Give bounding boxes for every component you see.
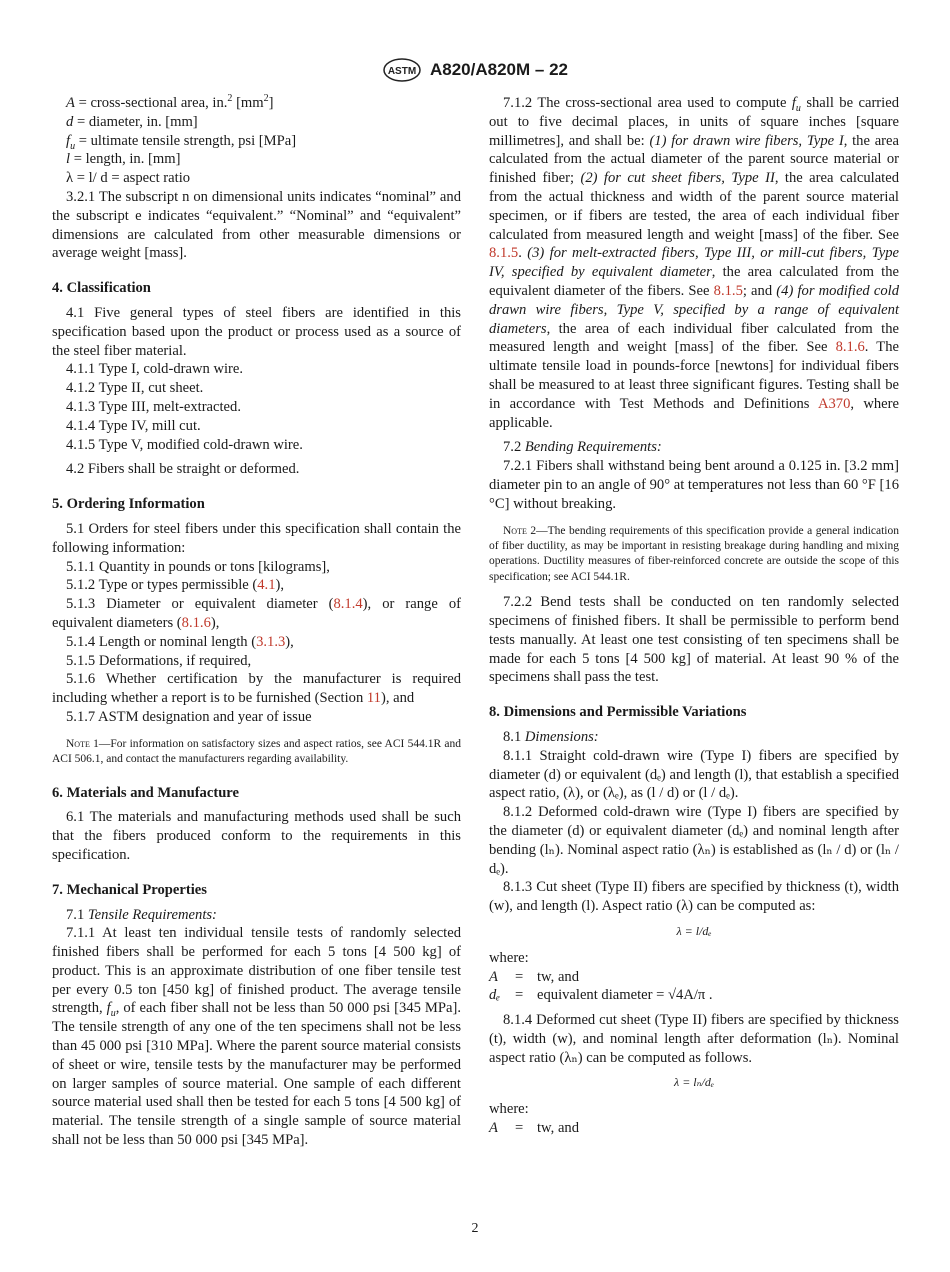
para-8-1-4: 8.1.4 Deformed cut sheet (Type II) fibers are specified by thickness (t), width (w), and nominal length after deformation (lₙ). Nominal aspect ratio (λₙ) can be computed as follows. <box>489 1012 899 1066</box>
svg-text:ASTM: ASTM <box>387 66 417 77</box>
heading-classification: 4. Classification <box>52 280 151 297</box>
para-4-1-4: 4.1.4 Type IV, mill cut. <box>66 417 201 434</box>
para-5-1-1: 5.1.1 Quantity in pounds or tons [kilograms], <box>66 558 330 575</box>
heading-dimensions: 8. Dimensions and Permissible Variations <box>489 704 747 721</box>
para-7-1-1: 7.1.1 At least ten individual tensile tests of randomly selected finished fibers shall be performed for each 5 tons [4 500 kg] of product. This is an approximate distribution of one fiber tensile test per every 0.5 ton [450 kg] of finished product. The average tensile strength, $f_u$, of each fiber shall not be less than 50 000 psi [345 MPa]. The tensile strength of any one of the ten specimens shall not be less than 45 000 psi [310 MPa]. Where the parent source material consists of sheet or wire, tensile tests by the manufacturer may be performed on larger samples of source material. One sample of each different source material used shall then be tested for each 5 tons [4 500 kg] of material. The tensile strength of a single sample of source material shall not be less than 50 000 psi [345 MPa]. <box>52 925 461 1149</box>
definition-tensile: $f_u$ = ultimate tensile strength, psi [MPa] <box>66 132 297 152</box>
para-4-1-2: 4.1.2 Type II, cut sheet. <box>66 380 204 397</box>
para-3-2-1: 3.2.1 The subscript n on dimensional units indicates “nominal” and the subscript e indicates “equivalent.” “Nominal” and “equivalent” dimensions are calculated from other measurable dimensions or average weight [mass]. <box>52 188 461 262</box>
link-8-1-5-b[interactable]: 8.1.5 <box>713 282 743 299</box>
where-row-area: A = tw, and <box>489 968 580 985</box>
para-5-1-5: 5.1.5 Deformations, if required, <box>66 652 252 669</box>
para-8-1: 8.1 Dimensions: <box>503 728 599 745</box>
definition-aspect-ratio: λ = l/ d = aspect ratio <box>66 170 191 187</box>
note-2: Note 2—The bending requirements of this specification provide a general indication of fiber ductility, as may be important in resisting breakage during handling and mixing operations. Ductility measures of fiber-reinforced concrete are outside the scope of this specification; see ACI 544.1R. <box>489 524 900 583</box>
link-8-1-6[interactable]: 8.1.6 <box>181 614 211 631</box>
para-5-1-6: 5.1.6 Whether certification by the manufacturer is required including whether a report is to be furnished (Section 11), and <box>52 671 461 707</box>
link-8-1-6-b[interactable]: 8.1.6 <box>835 339 865 356</box>
heading-mechanical: 7. Mechanical Properties <box>52 881 207 898</box>
where-row-equivalent-diameter: dₑ = equivalent diameter = √4A/π . <box>489 987 713 1004</box>
definition-length: l = length, in. [mm] <box>66 151 181 168</box>
page-number: 2 <box>471 1221 479 1236</box>
equation-nominal-aspect-ratio: λ = lₙ/dₑ <box>674 1075 714 1090</box>
link-section-11[interactable]: 11 <box>366 690 381 707</box>
para-7-1: 7.1 Tensile Requirements: <box>66 906 217 923</box>
definition-area: A = cross-sectional area, in.$^2$ $[mm^2]$ <box>66 93 274 111</box>
para-8-1-2: 8.1.2 Deformed cold-drawn wire (Type I) fibers are specified by the diameter (d) or equivalent diameter (dₑ) and nominal length after bending (lₙ). Nominal aspect ratio (λₙ) is established as (lₙ / d) or (lₙ / dₑ). <box>489 804 899 877</box>
para-4-1: 4.1 Five general types of steel fibers are identified in this specification based upon the product or process used as a source of the steel fiber material. <box>52 304 461 359</box>
heading-ordering: 5. Ordering Information <box>52 496 205 513</box>
para-7-2: 7.2 Bending Requirements: <box>503 439 662 456</box>
para-8-1-1: 8.1.1 Straight cold-drawn wire (Type I) fibers are specified by diameter (d) or equivalent (dₑ) and length (l), that establish a specified aspect ratio, (λ), or (λₑ), as (l / d) or (l / dₑ). <box>489 747 899 802</box>
heading-materials: 6. Materials and Manufacture <box>52 784 239 801</box>
document-designation: A820/A820M – 22 <box>430 60 568 79</box>
page-header <box>0 58 950 82</box>
astm-logo-icon <box>382 58 422 82</box>
para-4-2: 4.2 Fibers shall be straight or deformed. <box>66 461 300 478</box>
link-3-1-3[interactable]: 3.1.3 <box>256 633 286 650</box>
para-5-1-4: 5.1.4 Length or nominal length (3.1.3), <box>66 633 294 650</box>
para-6-1: 6.1 The materials and manufacturing methods used shall be such that the fibers produced conform to the requirements in this specification. <box>52 809 461 863</box>
link-4-1[interactable]: 4.1 <box>257 577 276 594</box>
where-label-2: where: <box>489 1101 529 1118</box>
where-row-area-2: A = tw, and <box>489 1120 580 1137</box>
para-4-1-3: 4.1.3 Type III, melt-extracted. <box>66 398 241 415</box>
left-column <box>52 94 461 1150</box>
note-1: Note 1—For information on satisfactory sizes and aspect ratios, see ACI 544.1R and ACI 506.1, and contact the manufacturers regarding availability. <box>52 737 461 766</box>
para-7-1-2: 7.1.2 The cross-sectional area used to compute $f_u$ shall be carried out to five decimal places, in units of square inches [square millimetres], and shall be: (1) for drawn wire fibers, Type I, the area calculated from the actual diameter of the parent source material or finished fiber; (2) for cut sheet fibers, Type II, the area calculated from the actual thickness and width of the parent source material specimen, or if fibers are tested, the area of each individual fiber calculated from measured length and weight [mass] of the fiber. See 8.1.5. (3) for melt-extracted fibers, Type III, or mill-cut fibers, Type IV, specified by equivalent diameter, the area calculated from the equivalent diameter of the fibers. See 8.1.5; and (4) for modified cold drawn wire fibers, Type V, specified by a range of equivalent diameters, the area of each individual fiber calculated from the measured length and weight [mass] of the fiber. See 8.1.6. The ultimate tensile load in pounds-force [newtons] for individual fibers shall be measured to at least three significant figures. Testing shall be in accordance with Test Methods and Definitions A370, where applicable. <box>489 95 900 431</box>
link-8-1-5[interactable]: 8.1.5 <box>489 245 519 262</box>
definition-diameter: d = diameter, in. [mm] <box>66 113 198 130</box>
para-7-2-2: 7.2.2 Bend tests shall be conducted on ten randomly selected specimens of finished fibers. It shall be permissible to perform bend tests manually. At least one test consisting of ten specimens shall be made for each 5 tons [4 500 kg] of material. At least 90 % of the specimens shall pass the test. <box>489 594 899 686</box>
para-5-1-3: 5.1.3 Diameter or equivalent diameter (8.1.4), or range of equivalent diameters (8.1.6), <box>52 596 461 631</box>
para-7-2-1: 7.2.1 Fibers shall withstand being bent around a 0.125 in. [3.2 mm] diameter pin to an angle of 90° at temperatures not less than 60 °F [16 °C] without breaking. <box>489 458 899 512</box>
para-5-1-7: 5.1.7 ASTM designation and year of issue <box>66 708 312 725</box>
link-8-1-4[interactable]: 8.1.4 <box>333 596 363 613</box>
para-4-1-5: 4.1.5 Type V, modified cold-drawn wire. <box>66 436 303 453</box>
equation-aspect-ratio: λ = l/dₑ <box>676 923 712 938</box>
para-4-1-1: 4.1.1 Type I, cold-drawn wire. <box>66 361 244 378</box>
link-a370[interactable]: A370 <box>817 395 851 412</box>
where-label-1: where: <box>489 949 529 966</box>
para-5-1: 5.1 Orders for steel fibers under this specification shall contain the following information: <box>52 520 461 556</box>
para-5-1-2: 5.1.2 Type or types permissible (4.1), <box>66 577 285 594</box>
right-column <box>489 94 899 1138</box>
para-8-1-3: 8.1.3 Cut sheet (Type II) fibers are specified by thickness (t), width (w), and length (l). Aspect ratio (λ) can be computed as: <box>489 879 899 915</box>
